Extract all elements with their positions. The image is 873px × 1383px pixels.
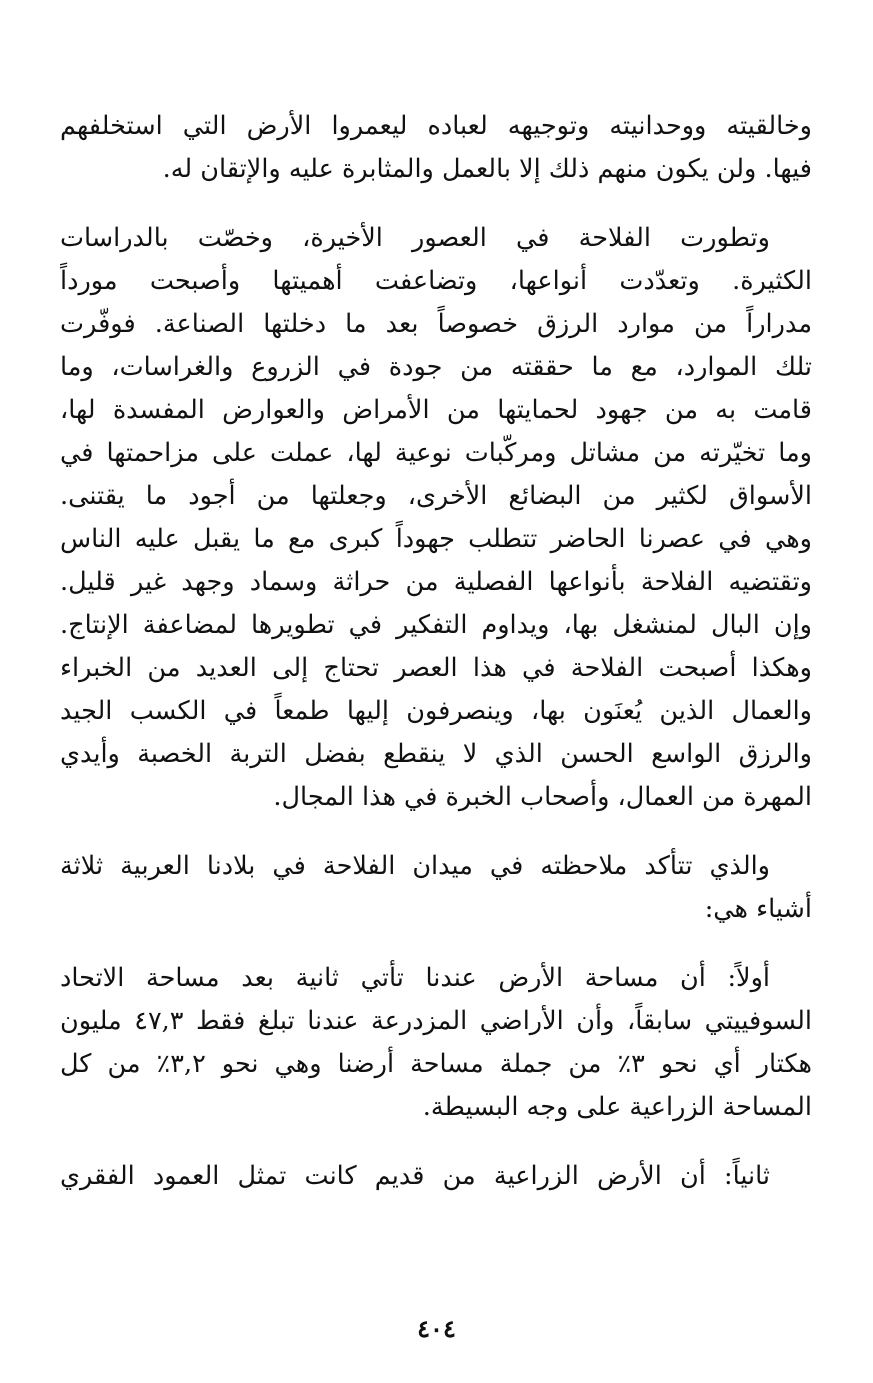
paragraph [60, 105, 812, 191]
text-line: أولاً: أن مساحة الأرض عندنا تأتي ثانية بعد مساحة الاتحاد [60, 963, 770, 993]
text-line: وما تخيّرته من مشاتل ومركّبات نوعية لها، عملت على مزاحمتها في [60, 438, 812, 468]
page-number: ٤٠٤ [417, 1314, 456, 1343]
text-line: الأسواق لكثير من البضائع الأخرى، وجعلتها من أجود ما يقتنى. [60, 481, 812, 511]
text-line: المهرة من العمال، وأصحاب الخبرة في هذا المجال. [273, 782, 812, 812]
paragraph [60, 1155, 812, 1198]
text-line: تلك الموارد، مع ما حققته من جودة في الزروع والغراسات، وما [60, 352, 812, 382]
text-line: فيها. ولن يكون منهم ذلك إلا بالعمل والمثابرة عليه والإتقان له. [162, 154, 812, 184]
paragraph [60, 957, 812, 1129]
text-line: والرزق الواسع الحسن الذي لا ينقطع بفضل التربة الخصبة وأيدي [60, 739, 812, 769]
text-line: السوفييتي سابقاً، وأن الأراضي المزدرعة عندنا تبلغ فقط ٤٧,٣ مليون [60, 1006, 812, 1036]
text-line: وإن البال لمنشغل بها، ويداوم التفكير في تطويرها لمضاعفة الإنتاج. [60, 610, 812, 640]
text-line: ثانياً: أن الأرض الزراعية من قديم كانت تمثل العمود الفقري [60, 1161, 770, 1191]
paragraph [60, 217, 812, 819]
text-line: قامت به من جهود لحمايتها من الأمراض والعوارض المفسدة لها، [60, 395, 812, 425]
text-line: المساحة الزراعية على وجه البسيطة. [422, 1092, 812, 1122]
text-line: والعمال الذين يُعنَون بها، وينصرفون إليها طمعاً في الكسب الجيد [60, 696, 812, 726]
page-body [60, 105, 812, 1224]
text-line: مدراراً من موارد الرزق خصوصاً بعد ما دخلتها الصناعة. فوفّرت [60, 309, 812, 339]
text-line: أشياء هي: [704, 894, 812, 924]
text-line: هكتار أي نحو ٣٪ من جملة مساحة أرضنا وهي نحو ٣,٢٪ من كل [60, 1049, 812, 1079]
text-line: والذي تتأكد ملاحظته في ميدان الفلاحة في بلادنا العربية ثلاثة [60, 851, 770, 881]
text-line: الكثيرة. وتعدّدت أنواعها، وتضاعفت أهميتها وأصبحت مورداً [60, 266, 812, 296]
paragraph [60, 845, 812, 931]
text-line: وتطورت الفلاحة في العصور الأخيرة، وخصّت بالدراسات [60, 223, 770, 253]
text-line: وخالقيته ووحدانيته وتوجيهه لعباده ليعمروا الأرض التي استخلفهم [60, 111, 812, 141]
text-line: وتقتضيه الفلاحة بأنواعها الفصلية من حراثة وسماد وجهد غير قليل. [60, 567, 812, 597]
text-line: وهي في عصرنا الحاضر تتطلب جهوداً كبرى مع ما يقبل عليه الناس [60, 524, 812, 554]
text-line: وهكذا أصبحت الفلاحة في هذا العصر تحتاج إلى العديد من الخبراء [60, 653, 812, 683]
